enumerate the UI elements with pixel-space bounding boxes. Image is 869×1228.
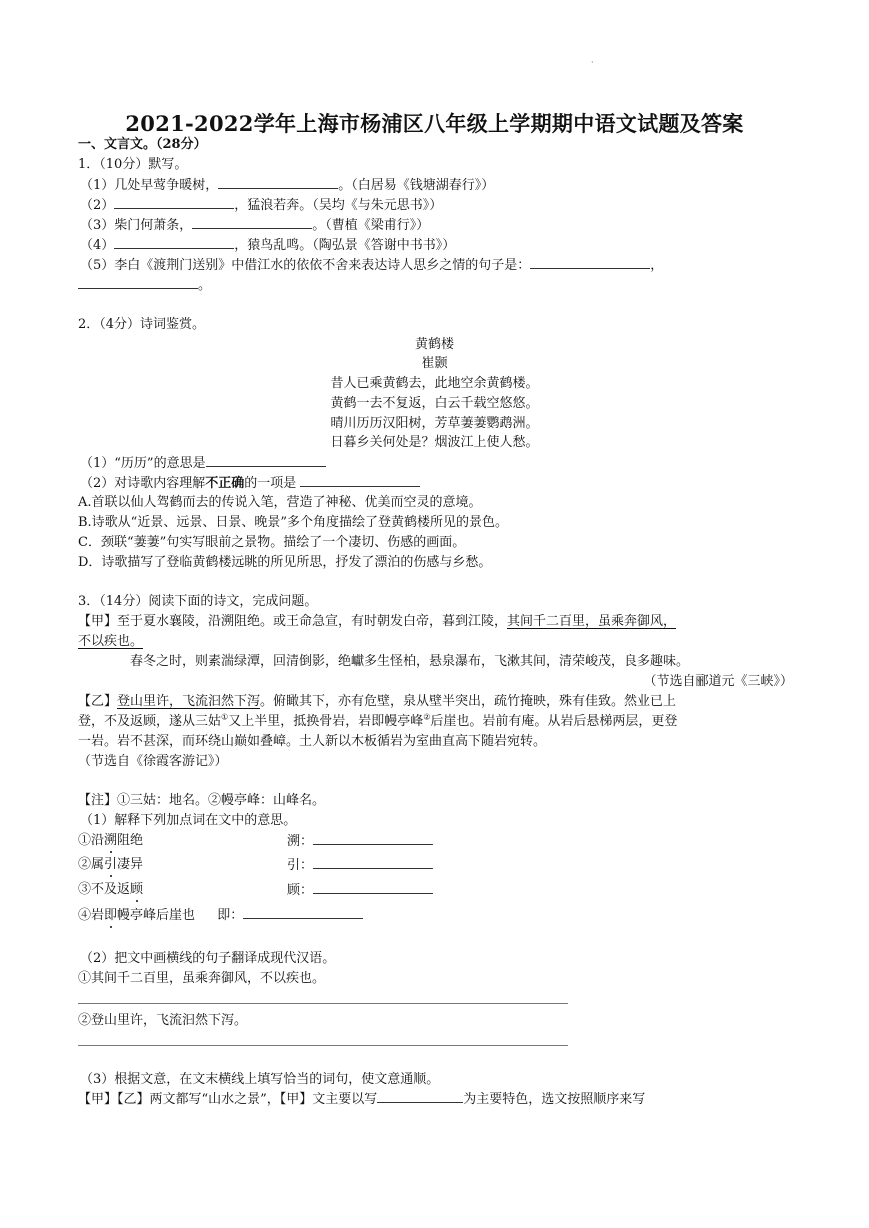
passage-jia-line: 不以疾也。	[78, 634, 144, 649]
answer-blank[interactable]	[313, 881, 433, 894]
q2-sub-1: （1）“历历”的意思是	[80, 454, 326, 472]
scan-dot: ·	[591, 58, 594, 67]
poem-title: 黄鹤楼	[414, 337, 454, 352]
poem-line: 昔人已乘黄鹤去，此地空余黄鹤楼。	[330, 376, 539, 391]
answer-blank[interactable]	[313, 832, 433, 845]
poem-line: 日暮乡关何处是？烟波江上使人愁。	[330, 435, 539, 450]
q1-item-3: （3）柴门何萧条， 。（曹植《梁甫行》）	[80, 218, 430, 233]
passage-jia-line: 【甲】至于夏水襄陵，沿溯阻绝。或王命急宣，有时朝发白帝，暮到江陵，其间千二百里，虽乘奔御风，	[78, 614, 677, 629]
answer-blank[interactable]	[218, 176, 338, 189]
word-item: ①沿溯阻绝	[78, 833, 144, 848]
translate-item: ②登山里许，飞流汩然下泻。	[78, 1013, 248, 1028]
passage-yi-line: 一岩。岩不甚深，而环绕山巅如叠嶂。土人新以木板循岩为室曲直高下随岩宛转。	[78, 734, 547, 749]
q3-sub-3: （3）根据文意，在文末横线上填写恰当的词句，使文意通顺。	[80, 1072, 440, 1087]
answer-blank[interactable]	[114, 236, 234, 249]
answer-blank[interactable]	[377, 1090, 463, 1103]
q3-sub-2: （2）把文中画横线的句子翻译成现代汉语。	[80, 951, 336, 966]
passage-yi-line: 登，不及返顾，遂从三姑①又上半里，抵换骨岩，岩即幔亭峰②后崖也。岩前有庵。从岩后悬梯两层，更登	[78, 712, 678, 729]
answer-blank[interactable]	[78, 276, 198, 289]
word-answer: 顾：	[287, 881, 433, 899]
option-b: B.诗歌从“近景、远景、日景、晚景”多个角度描绘了登黄鹤楼所见的景色。	[78, 515, 508, 530]
q1-item-4: （4） ，猿鸟乱鸣。（陶弘景《答谢中书书》）	[80, 238, 456, 253]
poem-line: 晴川历历汉阳树，芳草萋萋鹦鹉洲。	[330, 416, 539, 431]
q3-last-line: 【甲】【乙】两文都写“山水之景”，【甲】文主要以写 为主要特色，选文按照顺序来写	[78, 1092, 646, 1107]
answer-blank[interactable]	[192, 216, 312, 229]
answer-blank[interactable]	[300, 474, 420, 487]
option-c: C．颈联“萋萋”句实写眼前之景物。描绘了一个凄切、伤感的画面。	[78, 535, 466, 550]
answer-blank[interactable]	[114, 196, 234, 209]
word-answer: 引：	[287, 856, 433, 874]
word-item: ④岩即幔亭峰后崖也 即：	[78, 906, 363, 924]
source-note: （节选自郦道元《三峡》）	[643, 674, 793, 689]
page-title: 2021-2022学年上海市杨浦区八年级上学期期中语文试题及答案	[125, 111, 744, 136]
answer-blank[interactable]	[243, 906, 363, 919]
q1-item-1: （1）几处早莺争暖树， 。（白居易《钱塘湖春行》）	[80, 178, 495, 193]
q2-sub-2: （2）对诗歌内容理解不正确的一项是	[80, 474, 420, 492]
answer-blank[interactable]	[530, 256, 650, 269]
answer-blank[interactable]	[313, 856, 433, 869]
poem-line: 黄鹤一去不复返，白云千载空悠悠。	[330, 396, 539, 411]
q3-sub-1: （1）解释下列加点词在文中的意思。	[80, 813, 297, 828]
word-answer: 溯：	[287, 832, 433, 850]
option-a: A.首联以仙人驾鹤而去的传说入笔，营造了神秘、优美而空灵的意境。	[78, 495, 482, 510]
answer-blank[interactable]	[206, 454, 326, 467]
poem-author: 崔颢	[421, 356, 448, 371]
answer-line[interactable]	[78, 1045, 568, 1046]
q1-item-5-cont: 。	[78, 276, 211, 294]
passage-jia-line: 春冬之时，则素湍绿潭，回清倒影，绝巘多生怪柏，悬泉瀑布，飞漱其间，清荣峻茂，良多趣味。	[130, 654, 690, 669]
passage-yi-line: 【乙】登山里许，飞流汩然下泻。俯瞰其下，亦有危壁，泉从壁半突出，疏竹掩映，殊有佳致。然业已上	[78, 694, 677, 709]
option-d: D．诗歌描写了登临黄鹤楼远眺的所见所思，抒发了漂泊的伤感与乡愁。	[78, 555, 492, 570]
word-item: ②属引凄异	[78, 857, 144, 872]
footnote: 【注】①三姑：地名。②幔亭峰：山峰名。	[78, 793, 326, 808]
q1-heading: 1．（10分）默写。	[78, 157, 188, 172]
answer-line[interactable]	[78, 1003, 568, 1004]
q3-heading: 3．（14分）阅读下面的诗文，完成问题。	[78, 594, 318, 609]
source-note: （节选自《徐霞客游记》）	[78, 754, 228, 769]
section-heading: 一、文言文。（28分）	[78, 137, 207, 152]
q1-item-5: （5）李白《渡荆门送别》中借江水的依依不舍来表达诗人思乡之情的句子是： ，	[80, 258, 664, 273]
translate-item: ①其间千二百里，虽乘奔御风，不以疾也。	[78, 971, 326, 986]
q1-item-2: （2） ，猛浪若奔。（吴均《与朱元思书》）	[80, 198, 443, 213]
word-item: ③不及返顾	[78, 882, 144, 897]
q2-heading: 2．（4分）诗词鉴赏。	[78, 317, 206, 332]
